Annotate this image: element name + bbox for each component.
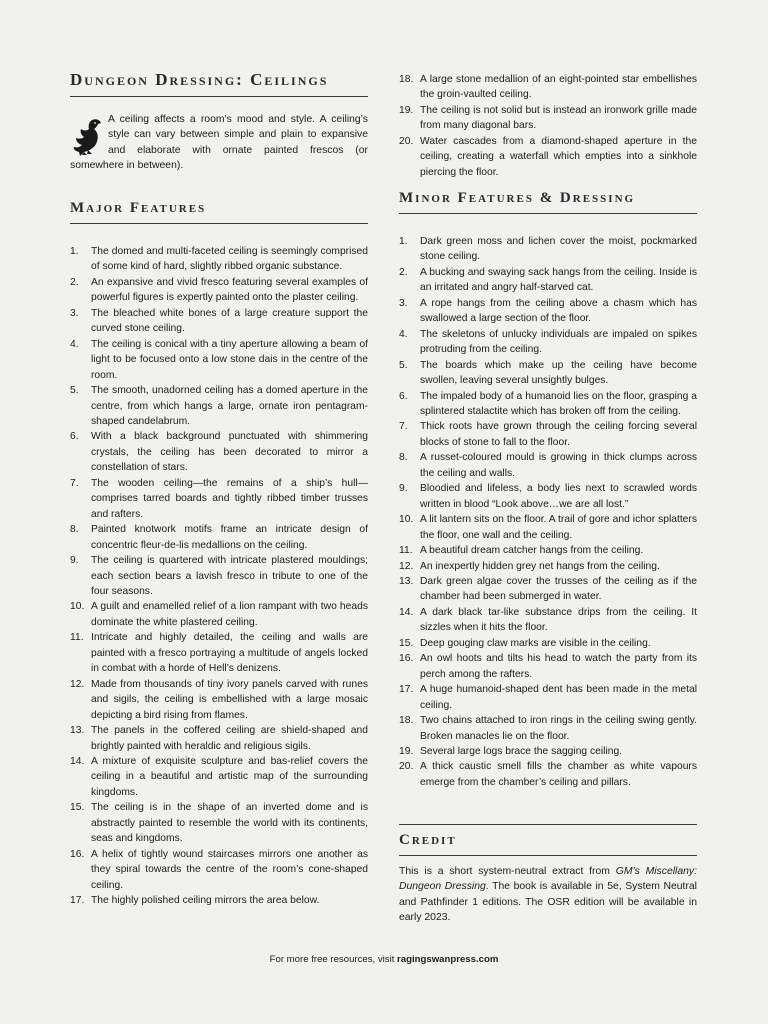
- list-item: [399, 358, 697, 389]
- list-item: [399, 713, 697, 744]
- credit-paragraph: [399, 864, 697, 926]
- list-item-number: 18.: [399, 715, 414, 727]
- list-item: [399, 134, 697, 180]
- list-item-number: 6.: [399, 390, 408, 402]
- list-item-number: 11.: [70, 632, 84, 644]
- minor-features-list: [399, 234, 697, 790]
- list-item: [70, 476, 368, 522]
- list-item: [399, 450, 697, 481]
- list-item-number: 11.: [399, 545, 413, 557]
- list-item-number: 8.: [399, 452, 408, 464]
- list-item: [399, 296, 697, 327]
- list-item: [70, 306, 368, 337]
- list-item: [399, 389, 697, 420]
- list-item: [399, 759, 697, 790]
- list-item-number: 18.: [399, 74, 414, 85]
- list-item: [70, 754, 368, 800]
- raven-icon: [70, 114, 104, 158]
- list-item-text: Intricate and highly detailed, the ceiling and walls are painted with a fresco portraying a multitude of angels locked in combat with a horde of Hell’s denizens.: [91, 632, 368, 675]
- list-item: [399, 605, 697, 636]
- list-item-text: The impaled body of a humanoid lies on the floor, grasping a splintered stalactite which has broken off from the ceiling.: [420, 390, 697, 417]
- list-item: [399, 512, 697, 543]
- list-item-text: A beautiful dream catcher hangs from the ceiling.: [420, 545, 644, 557]
- list-item-text: The smooth, unadorned ceiling has a domed aperture in the centre, from which hangs a large, ornate iron pentagram-shaped candelabrum.: [91, 385, 368, 427]
- list-item: [70, 244, 368, 275]
- list-item-number: 10.: [70, 601, 85, 613]
- list-item-number: 12.: [70, 678, 85, 690]
- footer-text: For more free resources, visit: [269, 954, 398, 965]
- list-item: [399, 234, 697, 265]
- list-item: [70, 599, 368, 630]
- list-item-text: The highly polished ceiling mirrors the area below.: [91, 895, 320, 907]
- list-item-number: 13.: [399, 575, 414, 587]
- list-item-number: 7.: [70, 477, 79, 489]
- list-item-text: Deep gouging claw marks are visible in the ceiling.: [420, 637, 651, 649]
- list-item-text: The ceiling is quartered with intricate plastered mouldings; each section bears a lavish fresco in tribute to one of the four seasons.: [91, 555, 368, 597]
- list-item-number: 4.: [399, 328, 408, 340]
- credit-divider: [399, 824, 697, 825]
- list-item-text: With a black background punctuated with shimmering crystals, the ceiling has been decorated to mirror a constellation of stars.: [91, 431, 368, 474]
- major-features-list-continued: [399, 72, 697, 180]
- list-item-text: A huge humanoid-shaped dent has been made in the metal ceiling.: [420, 684, 697, 711]
- list-item-number: 14.: [70, 755, 85, 767]
- list-item-text: Several large logs brace the sagging ceiling.: [420, 745, 623, 757]
- list-item: [399, 103, 697, 134]
- list-item-text: A guilt and enamelled relief of a lion rampant with two heads dominate the white plastered ceiling.: [91, 601, 368, 628]
- list-item-number: 4.: [70, 338, 79, 350]
- list-item-text: The domed and multi-faceted ceiling is seemingly comprised of some kind of hard, slightly ribbed organic substance.: [91, 246, 368, 273]
- list-item-number: 19.: [399, 745, 414, 757]
- list-item-text: A lit lantern sits on the floor. A trail of gore and ichor splatters the floor, one wall and the ceiling.: [420, 514, 697, 541]
- list-item-text: Made from thousands of tiny ivory panels carved with runes and sigils, the ceiling is embellished with a large mosaic depicting a bird rising from flames.: [91, 678, 368, 721]
- credit-book-title: GM’s Miscellany: Dungeon Dressing: [399, 866, 697, 893]
- list-item: [70, 847, 368, 893]
- list-item-text: An expansive and vivid fresco featuring several examples of powerful figures is expertly painted onto the plaster ceiling.: [91, 276, 368, 304]
- list-item-number: 16.: [70, 848, 85, 860]
- list-item: [70, 723, 368, 754]
- credit-text-post: . The book is available in 5e, System Neutral and Pathfinder 1 editions. The OSR edition will be available in early 2023.: [399, 881, 697, 924]
- list-item: [70, 893, 368, 908]
- list-item-text: Painted knotwork motifs frame an intricate design of concentric fleur-de-lis medallions on the ceiling.: [91, 524, 368, 551]
- list-item: [70, 630, 368, 676]
- list-item: [399, 636, 697, 651]
- list-item-number: 9.: [70, 555, 79, 567]
- list-item-number: 1.: [399, 236, 408, 247]
- list-item-text: Dark green moss and lichen cover the moist, pockmarked stone ceiling.: [420, 236, 697, 263]
- list-item-number: 3.: [70, 307, 79, 319]
- list-item: [70, 429, 368, 475]
- list-item-number: 9.: [399, 483, 408, 495]
- list-item: [70, 522, 368, 553]
- list-item-text: The boards which make up the ceiling have become swollen, leaving several unsightly bulges.: [420, 359, 697, 387]
- list-item-text: A helix of tightly wound staircases mirrors one another as they spiral towards the centre of the room’s cone-shaped ceiling.: [91, 848, 368, 891]
- list-item-number: 6.: [70, 431, 79, 443]
- list-item-number: 3.: [399, 297, 408, 309]
- list-item-number: 5.: [70, 385, 79, 397]
- list-item-text: The ceiling is in the shape of an inverted dome and is abstractly painted to resemble the world with its continents, seas and kingdoms.: [91, 802, 368, 845]
- list-item: [399, 419, 697, 450]
- list-item-text: The skeletons of unlucky individuals are impaled on spikes protruding from the ceiling.: [420, 328, 697, 356]
- list-item: [399, 543, 697, 558]
- list-item-number: 5.: [399, 359, 408, 371]
- list-item-text: A dark black tar-like substance drips from the ceiling. It sizzles when it hits the floor.: [420, 606, 697, 634]
- list-item-number: 2.: [399, 266, 408, 278]
- list-item-number: 15.: [399, 637, 414, 649]
- list-item-number: 17.: [399, 684, 414, 696]
- list-item-text: A rope hangs from the ceiling above a chasm which has swallowed a large section of the floor.: [420, 297, 697, 325]
- list-item: [70, 275, 368, 306]
- list-item-text: A russet-coloured mould is growing in thick clumps across the ceiling and walls.: [420, 452, 697, 479]
- list-item-text: A mixture of exquisite sculpture and bas-relief covers the ceiling in a beautiful and artistic map of the surrounding kingdoms.: [91, 755, 368, 798]
- list-item-text: Thick roots have grown through the ceiling forcing several blocks of stone to fall to the floor.: [420, 421, 697, 448]
- list-item-number: 20.: [399, 761, 414, 773]
- list-item-number: 19.: [399, 104, 414, 116]
- list-item-text: Bloodied and lifeless, a body lies next to scrawled words written in blood “Look above…we are all lost.”: [420, 483, 697, 510]
- list-item-text: Water cascades from a diamond-shaped aperture in the ceiling, creating a waterfall which empties into a sinkhole piercing the floor.: [420, 135, 697, 178]
- list-item: [399, 265, 697, 296]
- list-item-text: The panels in the coffered ceiling are shield-shaped and brightly painted with heraldic and religious sigils.: [91, 725, 368, 752]
- list-item-text: An owl hoots and tilts his head to watch the party from its perch among the rafters.: [420, 653, 697, 680]
- list-item-number: 1.: [70, 246, 79, 257]
- list-item-number: 16.: [399, 653, 414, 665]
- list-item: [399, 481, 697, 512]
- list-item-number: 20.: [399, 135, 414, 147]
- list-item-text: A large stone medallion of an eight-pointed star embellishes the groin-vaulted ceiling.: [420, 74, 697, 101]
- list-item-number: 14.: [399, 606, 414, 618]
- list-item: [399, 559, 697, 574]
- list-item-text: A thick caustic smell fills the chamber as white vapours emerge from the chamber’s ceiling and pillars.: [420, 761, 697, 788]
- list-item: [399, 72, 697, 103]
- list-item: [399, 651, 697, 682]
- list-item-text: The bleached white bones of a large creature support the curved stone ceiling.: [91, 307, 368, 335]
- major-features-heading: Major Features: [70, 200, 368, 224]
- list-item-text: Dark green algae cover the trusses of the ceiling as if the chamber had been submerged in water.: [420, 575, 697, 603]
- list-item: [399, 744, 697, 759]
- list-item: [70, 383, 368, 429]
- list-item-number: 17.: [70, 895, 85, 907]
- credit-text-pre: This is a short system-neutral extract from: [399, 866, 616, 877]
- list-item-number: 13.: [70, 725, 85, 737]
- footer: [0, 954, 768, 965]
- list-item: [399, 682, 697, 713]
- list-item-text: The wooden ceiling—the remains of a ship’s hull—comprises tarred boards and tightly ribbed timber trusses and rafters.: [91, 477, 368, 520]
- list-item: [70, 337, 368, 383]
- list-item: [70, 677, 368, 723]
- list-item-number: 8.: [70, 524, 79, 536]
- credit-heading: Credit: [399, 832, 697, 856]
- major-features-list: [70, 244, 368, 908]
- minor-features-heading: Minor Features & Dressing: [399, 190, 697, 214]
- list-item: [70, 553, 368, 599]
- list-item-number: 15.: [70, 802, 85, 814]
- list-item-text: A bucking and swaying sack hangs from the ceiling. Inside is an irritated and angry half-starved cat.: [420, 266, 697, 294]
- list-item: [70, 800, 368, 846]
- list-item-text: The ceiling is not solid but is instead an ironwork grille made from many diagonal bars.: [420, 104, 697, 132]
- list-item-text: Two chains attached to iron rings in the ceiling swing gently. Broken manacles lie on the floor.: [420, 715, 697, 742]
- intro-paragraph: [70, 112, 368, 174]
- list-item-number: 10.: [399, 514, 414, 526]
- list-item-text: An inexpertly hidden grey net hangs from the ceiling.: [420, 560, 660, 572]
- list-item-number: 2.: [70, 276, 79, 288]
- page-title: Dungeon Dressing: Ceilings: [70, 70, 368, 97]
- list-item-number: 7.: [399, 421, 408, 433]
- list-item: [399, 574, 697, 605]
- footer-link[interactable]: ragingswanpress.com: [397, 954, 499, 965]
- list-item: [399, 327, 697, 358]
- list-item-number: 12.: [399, 560, 414, 572]
- list-item-text: The ceiling is conical with a tiny aperture allowing a beam of light to be focused onto a low stone dais in the centre of the room.: [91, 338, 368, 381]
- intro-text: A ceiling affects a room’s mood and style. A ceiling’s style can vary between simple and plain to expansive and elaborate with ornate painted frescos (or somewhere in between).: [70, 114, 368, 172]
